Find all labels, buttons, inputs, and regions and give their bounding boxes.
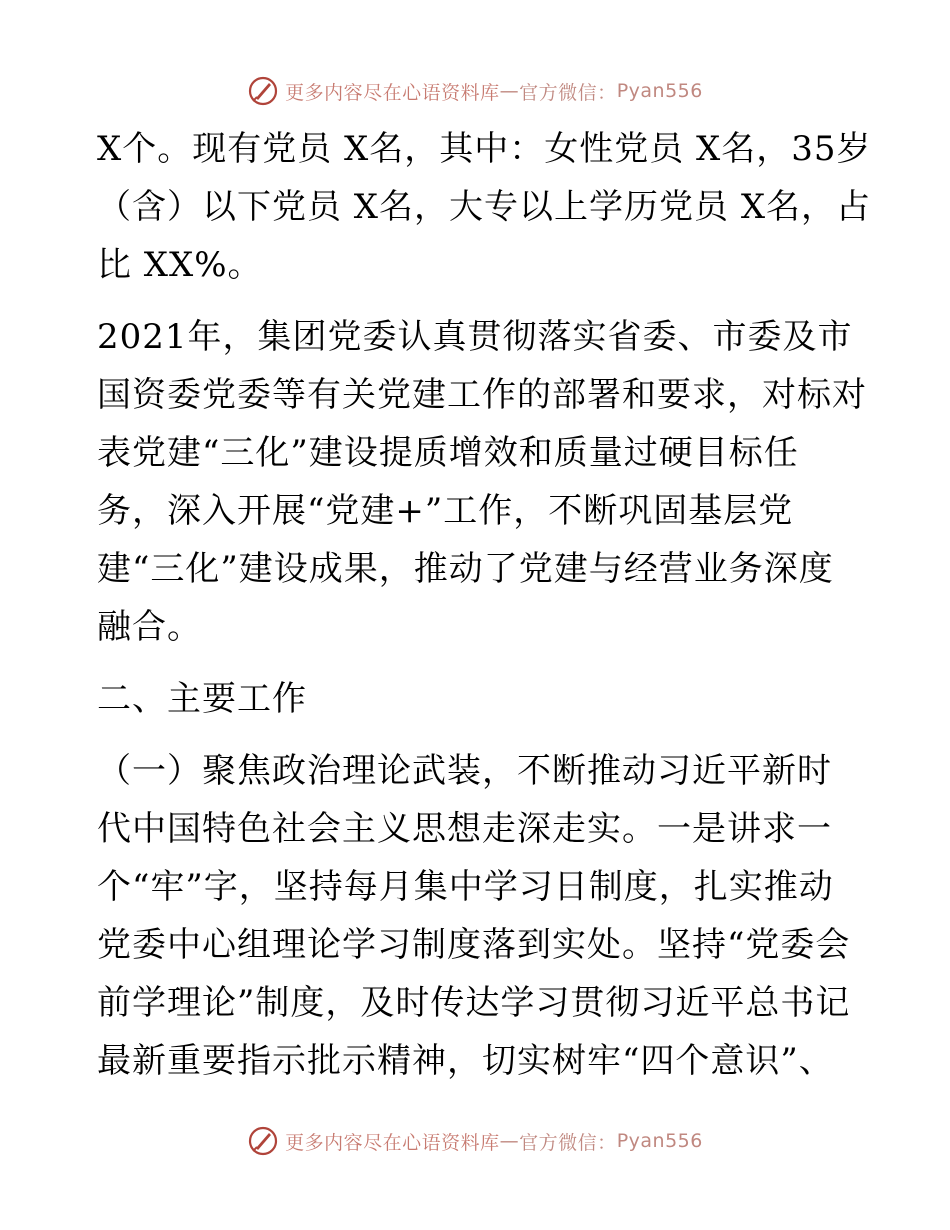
watermark-id: Pyan556 [616, 1130, 703, 1152]
section-heading [97, 670, 857, 728]
quill-logo-icon [247, 1125, 279, 1157]
text-line: 最新重要指示批示精神，切实树牢“四个意识”、 [97, 1041, 834, 1081]
watermark-footer [0, 1121, 950, 1161]
text-line: 比 XX%。 [97, 245, 263, 285]
watermark-id: Pyan556 [616, 80, 703, 102]
text-line: 前学理论”制度，及时传达学习贯彻习近平总书记 [97, 983, 851, 1023]
text-line: （一）聚焦政治理论武装，不断推动习近平新时 [97, 751, 832, 791]
watermark-label: 官方微信： [519, 81, 617, 104]
text-line: 融合。 [97, 607, 202, 647]
paragraph [97, 742, 857, 1090]
text-line: 国资委党委等有关党建工作的部署和要求，对标对 [97, 375, 867, 415]
watermark-separator: — [499, 1130, 520, 1152]
paragraph [97, 120, 872, 294]
document-body [97, 120, 872, 1090]
watermark-separator: — [499, 80, 520, 102]
text-line: 表党建“三化”建设提质增效和质量过硬目标任 [97, 433, 799, 473]
watermark-main-text: 更多内容尽在心语资料库 [285, 81, 500, 104]
quill-logo-icon [247, 75, 279, 107]
text-line: 个“牢”字，坚持每月集中学习日制度，扎实推动 [97, 867, 834, 907]
text-line: （含）以下党员 X名，大专以上学历党员 X名，占 [97, 187, 872, 227]
text-line: 2021年，集团党委认真贯彻落实省委、市委及市 [97, 317, 853, 357]
watermark-header [0, 71, 950, 111]
heading-line: 二、主要工作 [97, 679, 307, 719]
text-line: 建“三化”建设成果，推动了党建与经营业务深度 [97, 549, 834, 589]
paragraph [97, 308, 867, 656]
watermark-label: 官方微信： [519, 1131, 617, 1154]
text-line: 务，深入开展“党建+”工作，不断巩固基层党 [97, 491, 794, 531]
text-line: X个。现有党员 X名，其中：女性党员 X名，35岁 [97, 129, 872, 169]
text-line: 党委中心组理论学习制度落到实处。坚持“党委会 [97, 925, 851, 965]
watermark-main-text: 更多内容尽在心语资料库 [285, 1131, 500, 1154]
text-line: 代中国特色社会主义思想走深走实。一是讲求一 [97, 809, 832, 849]
